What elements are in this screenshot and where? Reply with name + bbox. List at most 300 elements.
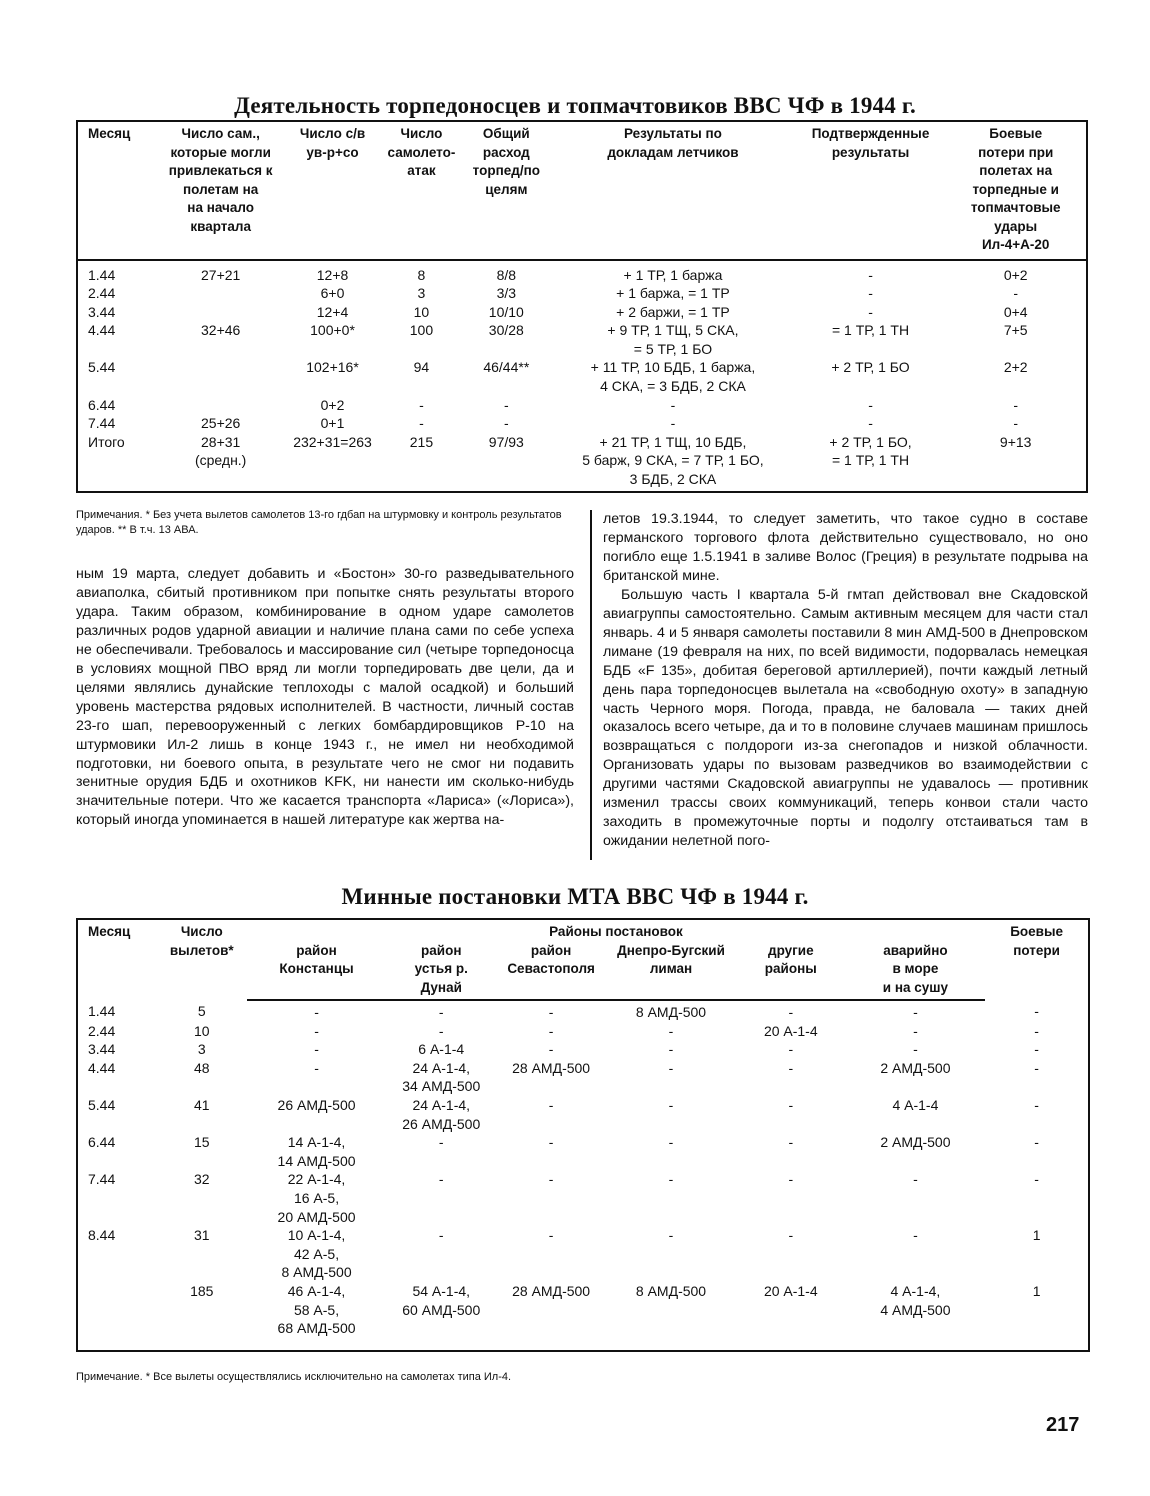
header-available-aircraft (157, 121, 285, 260)
cell-line: 2 АМД-500 (880, 1134, 951, 1151)
cell-line: Месяц (88, 126, 131, 141)
cell-line: - (788, 1134, 794, 1151)
cell-line: - (548, 1041, 554, 1058)
cell-line: которые могли (170, 144, 271, 160)
cell-danube (386, 1133, 496, 1170)
mine-laying-table (76, 918, 1090, 1352)
cell-month: 6.44 (88, 396, 116, 413)
cell-sorties: 0+2 (320, 396, 345, 413)
cell-reported-results (550, 414, 795, 433)
table-row (77, 433, 1087, 492)
cell-line: Подтвержденные (811, 126, 930, 141)
table1-title: Деятельность торпедоносцев и топмачтовиков ВВС ЧФ в 1944 г. (234, 93, 916, 118)
cell-constanta (247, 1226, 387, 1282)
cell-line: Общий (482, 126, 530, 141)
cell-sorties: 185 (190, 1282, 214, 1299)
cell-losses: - (1034, 1059, 1039, 1076)
cell-line: - (668, 1227, 674, 1244)
cell-line: расход (482, 144, 530, 160)
cell-line: 24 А-1-4, (412, 1059, 471, 1076)
cell-line: 26 АМД-500 (277, 1096, 356, 1113)
cell-line: на начало (187, 200, 255, 215)
cell-line: торпедные и (972, 181, 1059, 197)
cell-line: - (438, 1171, 444, 1188)
cell-danube (386, 1282, 496, 1351)
cell-sevastopol (496, 1040, 606, 1059)
cell-combat-losses: 7+5 (1003, 322, 1028, 339)
cell-reported-results (550, 321, 795, 358)
cell-line: - (913, 1227, 918, 1244)
text-column-right (603, 510, 1088, 851)
header-danube (386, 942, 496, 1001)
cell-line: лиман (649, 961, 693, 976)
header-torpedoes (462, 121, 550, 260)
cell-line: самолето- (387, 144, 456, 160)
cell-available-aircraft (157, 414, 285, 433)
cell-month: 7.44 (88, 1171, 116, 1188)
cell-line: - (314, 1022, 319, 1039)
cell-attacks: 100 (409, 322, 434, 339)
cell-line: квартала (190, 218, 251, 234)
cell-line: Днепро-Бугский (617, 942, 725, 958)
cell-losses: - (1034, 1022, 1039, 1039)
cell-line: 68 АМД-500 (277, 1320, 356, 1337)
cell-line: 24 А-1-4, (412, 1096, 471, 1113)
cell-constanta (247, 1170, 387, 1226)
cell-line: - (668, 1041, 674, 1058)
cell-month (77, 1282, 157, 1351)
cell-attacks: 8 (417, 266, 426, 283)
cell-other (736, 1282, 846, 1351)
cell-line: Число с/в (299, 126, 366, 141)
cell-losses: - (1034, 1003, 1039, 1019)
cell-danube (386, 1226, 496, 1282)
cell-line: полетах на (979, 163, 1053, 178)
cell-constanta (247, 1059, 387, 1096)
cell-line: + 2 ТР, 1 БО (831, 359, 910, 376)
cell-line: Число (400, 126, 443, 141)
cell-line: торпед/по (472, 163, 540, 178)
table-row (77, 1059, 1089, 1096)
cell-confirmed-results (796, 284, 946, 303)
cell-sorties: 12+4 (316, 303, 349, 320)
cell-reported-results (550, 396, 795, 415)
cell-emergency (846, 1226, 986, 1282)
cell-losses: - (1034, 1096, 1039, 1113)
cell-line: 14 А-1-4, (287, 1134, 346, 1151)
cell-line: район (421, 942, 462, 958)
cell-confirmed-results (796, 303, 946, 322)
cell-danube (386, 1040, 496, 1059)
cell-sorties: 6+0 (320, 285, 345, 302)
header-combat-losses (945, 121, 1087, 260)
cell-line: = 5 ТР, 1 БО (633, 340, 713, 357)
cell-line: - (314, 1004, 319, 1020)
cell-other (736, 1226, 846, 1282)
cell-line: 20 АМД-500 (277, 1208, 356, 1225)
cell-month: 1.44 (88, 1003, 116, 1019)
cell-line: - (788, 1041, 794, 1058)
cell-emergency (846, 1022, 986, 1041)
cell-combat-losses: - (1013, 415, 1019, 432)
cell-line: Число сам., (181, 126, 260, 141)
cell-line: 46 А-1-4, (287, 1282, 346, 1299)
cell-line: - (868, 396, 873, 413)
table-row (77, 358, 1087, 395)
cell-available-aircraft (157, 396, 285, 415)
cell-dnepr-bug (606, 1022, 736, 1041)
cell-line: Боевые (989, 126, 1043, 141)
table-row (77, 396, 1087, 415)
cell-line: 22 А-1-4, (287, 1171, 346, 1188)
cell-line: 4 А-1-4 (892, 1096, 939, 1113)
cell-available-aircraft (157, 358, 285, 395)
header-confirmed-results (796, 121, 946, 260)
table-row (77, 321, 1087, 358)
cell-sorties: 15 (193, 1134, 210, 1151)
header-constanta (247, 942, 387, 1001)
cell-line: - (788, 1059, 794, 1076)
cell-losses: - (1034, 1041, 1039, 1058)
cell-line: 20 А-1-4 (763, 1282, 818, 1299)
cell-line: 14 АМД-500 (277, 1152, 356, 1169)
cell-reported-results (550, 433, 795, 492)
header-month (77, 919, 157, 1000)
cell-line: + 21 ТР, 1 ТЩ, 10 БДБ, (599, 433, 747, 450)
cell-other (736, 1133, 846, 1170)
cell-line: 25+26 (201, 415, 241, 432)
cell-line: 58 А-5, (293, 1301, 340, 1318)
cell-emergency (846, 1282, 986, 1351)
cell-constanta (247, 1282, 387, 1351)
cell-reported-results (550, 284, 795, 303)
cell-sorties: 0+1 (320, 415, 345, 432)
cell-month: 5.44 (88, 359, 116, 376)
cell-other (736, 1096, 846, 1133)
cell-line: + 9 ТР, 1 ТЩ, 5 СКА, (607, 322, 739, 339)
cell-torpedoes: 10/10 (488, 303, 524, 320)
table-row (77, 1226, 1089, 1282)
cell-line: Боевые (1010, 924, 1063, 939)
cell-other (736, 1170, 846, 1226)
cell-line: - (438, 1022, 444, 1039)
cell-dnepr-bug (606, 1170, 736, 1226)
header-mining-areas: Районы постановок (549, 924, 683, 939)
cell-line: Констанцы (279, 961, 354, 976)
cell-line: район (530, 942, 572, 958)
cell-dnepr-bug (606, 1282, 736, 1351)
cell-line: - (668, 1096, 674, 1113)
cell-dnepr-bug (606, 1000, 736, 1022)
cell-reported-results (550, 260, 795, 285)
cell-sevastopol (496, 1133, 606, 1170)
cell-sorties: 5 (197, 1003, 206, 1019)
cell-line: - (668, 1171, 674, 1188)
cell-line: + 11 ТР, 10 БДБ, 1 баржа, (590, 359, 756, 376)
cell-month: Итого (88, 433, 125, 450)
cell-line: - (548, 1022, 554, 1039)
cell-line: - (913, 1004, 918, 1020)
cell-line: 8 АМД-500 (635, 1282, 707, 1299)
cell-attacks: 3 (417, 285, 426, 302)
cell-confirmed-results (796, 321, 946, 358)
cell-available-aircraft (157, 433, 285, 492)
cell-other (736, 1040, 846, 1059)
cell-line: 28 АМД-500 (512, 1059, 591, 1076)
cell-sorties: 31 (193, 1227, 210, 1244)
cell-combat-losses: 0+2 (1003, 266, 1028, 283)
cell-line: (средн.) (194, 452, 247, 469)
header-reported-results (550, 121, 795, 260)
cell-dnepr-bug (606, 1133, 736, 1170)
table-row (77, 1170, 1089, 1226)
cell-line: 3 БДБ, 2 СКА (629, 471, 717, 488)
cell-line: 26 АМД-500 (402, 1115, 481, 1132)
table-row (77, 1096, 1089, 1133)
cell-line: 6 А-1-4 (418, 1041, 465, 1058)
cell-line: + 2 ТР, 1 БО, (829, 433, 912, 450)
cell-month: 4.44 (88, 1059, 116, 1076)
cell-line: 34 АМД-500 (402, 1078, 481, 1095)
cell-sorties: 32 (193, 1171, 210, 1188)
table-row (77, 1022, 1089, 1041)
cell-danube (386, 1022, 496, 1041)
cell-line: докладам летчиков (607, 144, 739, 160)
cell-line: 28 АМД-500 (512, 1282, 591, 1299)
text-column-left (76, 565, 574, 830)
cell-line: устья р. (414, 961, 468, 976)
cell-line: 20 А-1-4 (763, 1022, 818, 1039)
cell-line: 54 А-1-4, (412, 1282, 471, 1299)
cell-sorties: 10 (193, 1022, 210, 1039)
cell-line: = 1 ТР, 1 ТН (831, 322, 910, 339)
cell-line: - (548, 1171, 554, 1188)
cell-line: 60 АМД-500 (402, 1301, 481, 1318)
cell-line: 5 барж, 9 СКА, = 7 ТР, 1 БО, (582, 452, 764, 469)
cell-line: - (438, 1004, 444, 1020)
cell-line: - (913, 1041, 918, 1058)
table-row (77, 1282, 1089, 1351)
cell-torpedoes: 97/93 (488, 433, 524, 450)
torpedo-activity-table (76, 120, 1088, 493)
header-sorties (285, 121, 381, 260)
cell-line: 8 АМД-500 (281, 1264, 352, 1281)
cell-other (736, 1000, 846, 1022)
cell-month: 3.44 (88, 1041, 116, 1058)
cell-line: - (868, 266, 873, 283)
cell-line: Число (180, 924, 223, 939)
table-row (77, 1000, 1089, 1022)
cell-reported-results (550, 358, 795, 395)
cell-torpedoes: - (503, 415, 509, 432)
cell-line: - (314, 1041, 319, 1058)
table-row (77, 284, 1087, 303)
header-losses (985, 919, 1089, 1000)
cell-line: вылетов* (169, 942, 234, 958)
cell-sevastopol (496, 1282, 606, 1351)
cell-sorties: 48 (193, 1059, 210, 1076)
cell-line: результаты (831, 144, 910, 160)
cell-losses: 1 (1032, 1282, 1041, 1299)
cell-available-aircraft (157, 260, 285, 285)
cell-line: топмачтовые (970, 200, 1061, 215)
table2-title: Минные постановки МТА ВВС ЧФ в 1944 г. (341, 884, 809, 909)
cell-confirmed-results (796, 396, 946, 415)
cell-line: - (670, 396, 676, 413)
cell-danube (386, 1096, 496, 1133)
cell-line: потери (1013, 942, 1060, 958)
cell-line: потери при (978, 144, 1054, 160)
cell-line: 16 А-5, (293, 1189, 340, 1206)
cell-line: - (913, 1171, 918, 1188)
cell-line: - (670, 415, 676, 432)
cell-available-aircraft (157, 321, 285, 358)
cell-constanta (247, 1133, 387, 1170)
cell-sevastopol (496, 1096, 606, 1133)
cell-confirmed-results (796, 433, 946, 492)
cell-constanta (247, 1096, 387, 1133)
cell-dnepr-bug (606, 1040, 736, 1059)
cell-losses: - (1034, 1134, 1039, 1151)
cell-line: привлекаться к (168, 163, 273, 178)
header-sevastopol (496, 942, 606, 1001)
cell-month: 2.44 (88, 1022, 116, 1039)
cell-confirmed-results (796, 260, 946, 285)
cell-line: - (668, 1059, 674, 1076)
cell-month: 7.44 (88, 415, 116, 432)
cell-attacks: 215 (409, 433, 434, 450)
cell-danube (386, 1170, 496, 1226)
cell-month: 6.44 (88, 1134, 116, 1151)
cell-month: 5.44 (88, 1096, 116, 1113)
cell-torpedoes: - (503, 396, 509, 413)
cell-line: 8 АМД-500 (635, 1004, 707, 1020)
cell-line: другие (768, 942, 814, 958)
cell-month: 8.44 (88, 1227, 116, 1244)
cell-line: 2 АМД-500 (880, 1059, 951, 1076)
cell-attacks: 94 (413, 359, 430, 376)
cell-line: - (788, 1004, 794, 1020)
cell-line: 42 А-5, (293, 1245, 340, 1262)
table-row (77, 260, 1087, 285)
header-month (77, 121, 157, 260)
cell-line: - (548, 1227, 554, 1244)
cell-line: аварийно (883, 942, 948, 958)
cell-month: 1.44 (88, 266, 116, 283)
cell-line: Результаты по (623, 126, 722, 141)
cell-line: - (668, 1022, 674, 1039)
cell-line: целям (485, 181, 528, 197)
cell-line: Севастополя (507, 961, 595, 976)
cell-line: - (438, 1134, 444, 1151)
cell-line: - (438, 1227, 444, 1244)
cell-line: Ил-4+А-20 (981, 237, 1050, 252)
header-sorties (157, 919, 247, 1000)
table1-note: Примечания. * Без учета вылетов самолетов 13-го гдбап на штурмовку и контроль результатов ударов. ** В т.ч. 13 АВА. (76, 509, 562, 536)
cell-month: 2.44 (88, 285, 116, 302)
cell-other (736, 1022, 846, 1041)
cell-other (736, 1059, 846, 1096)
cell-emergency (846, 1133, 986, 1170)
cell-available-aircraft (157, 303, 285, 322)
paragraph: Большую часть I квартала 5-й гмтап действовал вне Скадовской авиагруппы самостоятельно. Самым активным месяцем для части стал январь. 4 и 5 января самолеты поставили 8 мин АМД-500 в Днепровском лимане (19 февраля на них, по всей видимости, подорвалась немецкая БДБ «F 135», добитая береговой артиллерией), почти каждый летный день пара торпедоносцев вылетала на «свободную охоту» в западную часть Черного моря. Погода, правда, не баловала — таких дней оказалось всего четыре, да и то в половине случаев машинам пришлось возвращаться с полдороги из-за снегопадов и низкой облачности. Организовать удары по вызовам разведчиков во взаимодействии с другими частями Скадовской авиагруппы не удавалось — противник изменил трассы своих коммуникаций, теперь конвои стали часто заходить в промежуточные порты и подолгу отстаиваться там в ожидании нелетной пого- (603, 586, 1088, 850)
cell-sorties: 232+31=263 (293, 433, 372, 450)
cell-losses: 1 (1032, 1227, 1041, 1244)
cell-line: 32+46 (201, 322, 241, 339)
cell-danube (386, 1000, 496, 1022)
cell-constanta (247, 1040, 387, 1059)
cell-confirmed-results (796, 414, 946, 433)
cell-losses: - (1034, 1171, 1039, 1188)
cell-line: 4 А-1-4, (890, 1282, 941, 1299)
cell-emergency (846, 1096, 986, 1133)
cell-line: удары (994, 218, 1038, 234)
cell-sevastopol (496, 1000, 606, 1022)
cell-sevastopol (496, 1022, 606, 1041)
cell-line: Дунай (420, 979, 462, 995)
cell-line: 4 АМД-500 (880, 1301, 951, 1318)
cell-sevastopol (496, 1170, 606, 1226)
cell-sorties: 100+0* (310, 322, 355, 339)
table2-note: Примечание. * Все вылеты осуществлялись исключительно на самолетах типа Ил-4. (76, 1371, 512, 1383)
cell-line: + 1 баржа, = 1 ТР (616, 285, 730, 302)
cell-dnepr-bug (606, 1226, 736, 1282)
cell-emergency (846, 1170, 986, 1226)
cell-confirmed-results (796, 358, 946, 395)
cell-line: районы (764, 961, 817, 976)
cell-line: в море (892, 961, 939, 976)
table-row (77, 303, 1087, 322)
header-other (736, 942, 846, 1001)
cell-line: - (913, 1022, 918, 1039)
cell-emergency (846, 1059, 986, 1096)
cell-line: - (548, 1096, 554, 1113)
cell-combat-losses: 0+4 (1003, 303, 1028, 320)
cell-constanta (247, 1022, 387, 1041)
cell-sevastopol (496, 1226, 606, 1282)
cell-danube (386, 1059, 496, 1096)
table-row (77, 1040, 1089, 1059)
cell-line: = 1 ТР, 1 ТН (831, 452, 910, 469)
cell-torpedoes: 8/8 (496, 266, 517, 283)
cell-emergency (846, 1040, 986, 1059)
cell-line: район (296, 942, 337, 958)
header-attacks (380, 121, 462, 260)
cell-combat-losses: - (1013, 396, 1019, 413)
cell-line: полетам на (183, 181, 259, 197)
cell-combat-losses: - (1013, 285, 1019, 302)
cell-torpedoes: 46/44** (483, 359, 530, 376)
cell-month: 4.44 (88, 322, 116, 339)
cell-torpedoes: 30/28 (488, 322, 524, 339)
cell-available-aircraft (157, 284, 285, 303)
header-emergency (846, 942, 986, 1001)
cell-sorties: 3 (197, 1041, 206, 1058)
cell-sorties: 12+8 (316, 266, 349, 283)
cell-line: - (868, 303, 873, 320)
cell-line: - (668, 1134, 674, 1151)
cell-torpedoes: 3/3 (496, 285, 517, 302)
cell-attacks: 10 (413, 303, 430, 320)
cell-attacks: - (419, 415, 424, 432)
cell-line: - (788, 1171, 794, 1188)
cell-line: + 2 баржи, = 1 ТР (616, 303, 730, 320)
cell-line: - (548, 1004, 554, 1020)
column-divider (590, 510, 592, 860)
cell-sorties: 41 (193, 1096, 210, 1113)
cell-line: 10 А-1-4, (287, 1227, 346, 1244)
table-row (77, 414, 1087, 433)
